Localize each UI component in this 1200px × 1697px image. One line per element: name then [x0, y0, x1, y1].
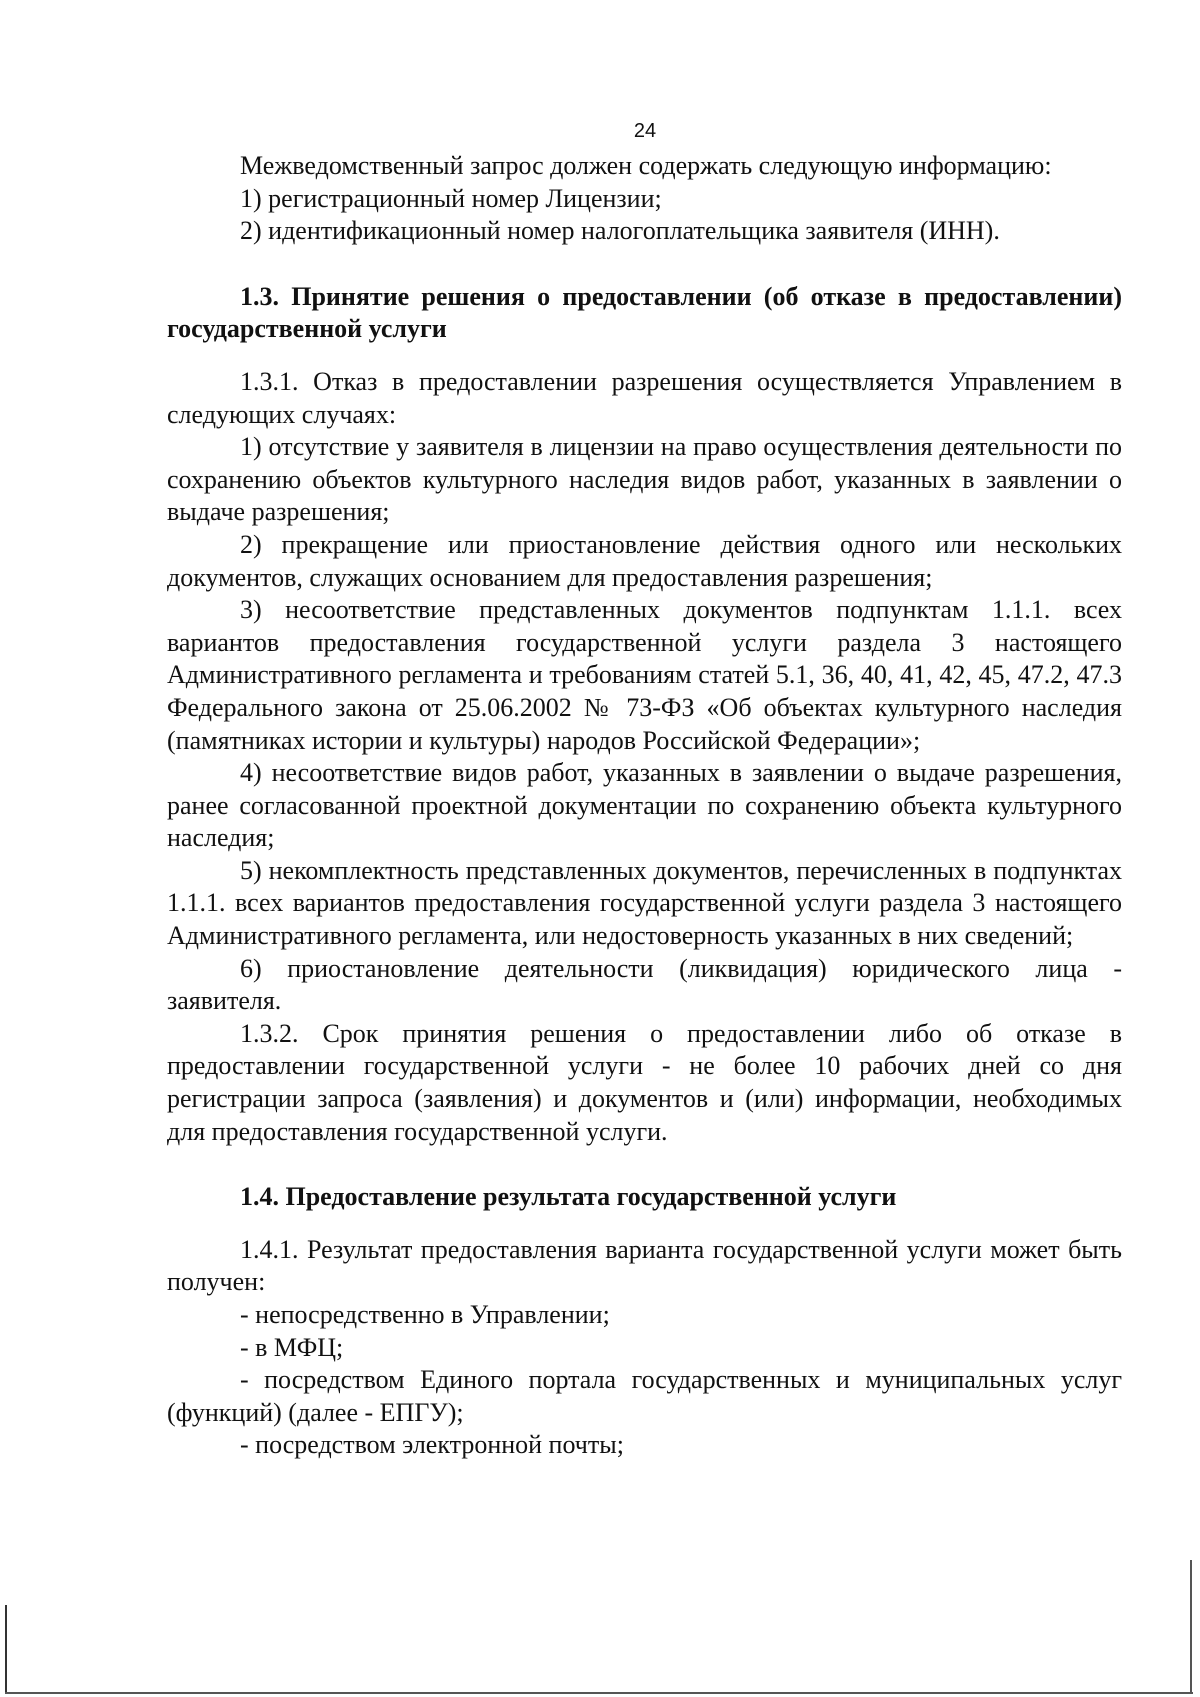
paragraph-1-3-2: 1.3.2. Срок принятия решения о предоставлении либо об отказе в предоставлении государственной услуги - не более 10 рабочих дней со дня регистрации запроса (заявления) и документов и (или) информации, необходимых для предоставления государственной услуги.	[167, 1018, 1122, 1146]
list-item-result-epgu: - посредством Единого портала государственных и муниципальных услуг (функций) (далее - ЕПГУ);	[167, 1365, 1122, 1427]
list-item-refusal-2: 2) прекращение или приостановление действия одного или нескольких документов, служащих основанием для предоставления разрешения;	[167, 529, 1122, 592]
section-heading-1-3: 1.3. Принятие решения о предоставлении (об отказе в предоставлении) государственной услуги	[167, 281, 1122, 344]
list-item-inn: 2) идентификационный номер налогоплательщика заявителя (ИНН).	[240, 216, 1000, 246]
list-item-result-office: - непосредственно в Управлении;	[240, 1300, 610, 1329]
list-item-result-email: - посредством электронной почты;	[240, 1430, 624, 1460]
scan-edge-bottom	[5, 1692, 1193, 1694]
list-item-license-number: 1) регистрационный номер Лицензии;	[240, 183, 662, 213]
list-item-result-mfc: - в МФЦ;	[240, 1332, 344, 1362]
page-number: 24	[633, 120, 657, 142]
list-item-refusal-4: 4) несоответствие видов работ, указанных в заявлении о выдаче разрешения, ранее согласованной проектной документации по сохранению объекта культурного наследия;	[167, 758, 1122, 853]
paragraph-1-3-1: 1.3.1. Отказ в предоставлении разрешения осуществляется Управлением в следующих случаях:	[167, 366, 1122, 429]
section-heading-1-4: 1.4. Предоставление результата государственной услуги	[240, 1182, 897, 1212]
list-item-refusal-5: 5) некомплектность представленных документов, перечисленных в подпунктах 1.1.1. всех вариантов предоставления государственной услуги раздела 3 настоящего Административного регламента, или недостоверность указанных в них сведений;	[167, 855, 1122, 951]
paragraph-interagency-request: Межведомственный запрос должен содержать следующую информацию:	[240, 151, 1052, 180]
paragraph-1-4-1: 1.4.1. Результат предоставления варианта государственной услуги может быть получен:	[167, 1234, 1122, 1297]
list-item-refusal-1: 1) отсутствие у заявителя в лицензии на право осуществления деятельности по сохранению объектов культурного наследия видов работ, указанных в заявлении о выдаче разрешения;	[167, 432, 1122, 527]
list-item-refusal-6: 6) приостановление деятельности (ликвидация) юридического лица - заявителя.	[167, 953, 1122, 1016]
document-body	[167, 150, 1122, 1462]
scan-edge-right	[1190, 1560, 1192, 1694]
scan-edge-left	[5, 1605, 7, 1693]
list-item-refusal-3: 3) несоответствие представленных документов подпунктам 1.1.1. всех вариантов предоставления государственной услуги раздела 3 настоящего Административного регламента и требованиям статей 5.1, 36, 40, 41, 42, 45, 47.2, 47.3 Федерального закона от 25.06.2002 № 73-ФЗ «Об объектах культурного наследия (памятниках истории и культуры) народов Российской Федерации»;	[167, 595, 1122, 755]
